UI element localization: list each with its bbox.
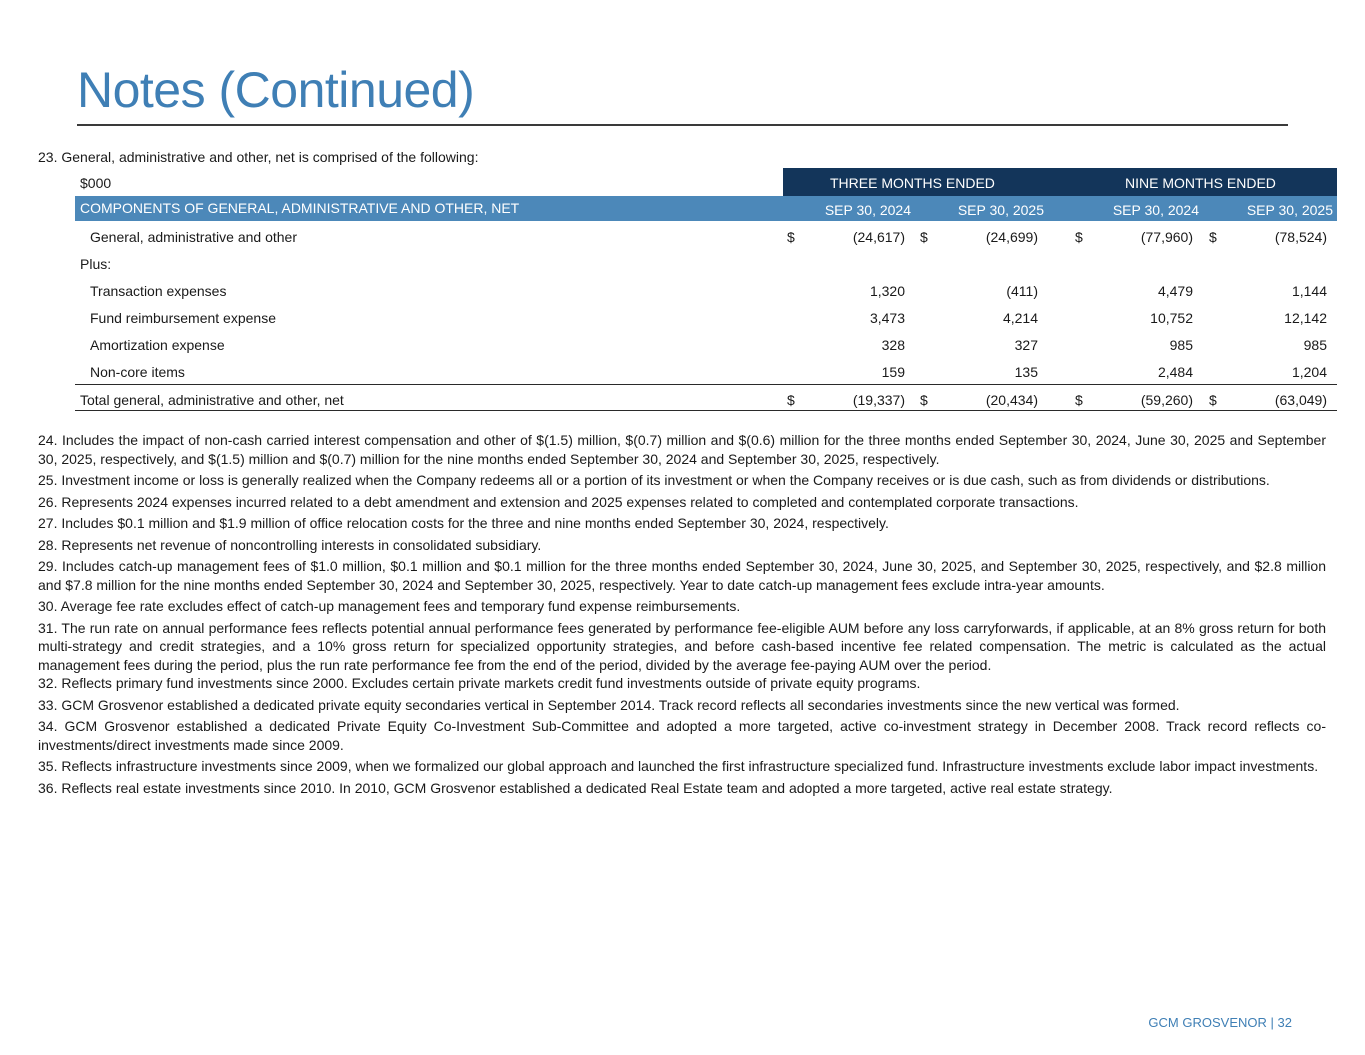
table-cell: 10,752: [1150, 310, 1193, 326]
row-label: Amortization expense: [90, 337, 225, 353]
currency-symbol: $: [1209, 392, 1217, 408]
footnote: 26. Represents 2024 expenses incurred related to a debt amendment and extension and 2025 expenses related to completed and contemplated corporate transactions.: [38, 493, 1079, 510]
total-row-label: Total general, administrative and other, net: [80, 392, 344, 408]
page-number: 32: [1277, 1015, 1292, 1030]
footnote: 24. Includes the impact of non-cash carried interest compensation and other of $(1.5) million, $(0.7) million and $(0.6) million for the three months ended September 30, 2024, June 30, 2025 and September 30, 2025, respectively, and $(1.5) million and $(0.7) million for the nine months ended September 30, 2024 and September 30, 2025, respectively.: [38, 432, 1326, 467]
footnote: 35. Reflects infrastructure investments since 2009, when we formalized our global approach and launched the first infrastructure specialized fund. Infrastructure investments exclude labor impact investments.: [38, 758, 1319, 774]
total-bottom-rule: [75, 410, 1337, 411]
table-cell: 4,479: [1157, 283, 1193, 299]
footnotes: [38, 431, 1326, 800]
table-cell: 2,484: [1157, 364, 1193, 380]
table-cell: (19,337): [852, 392, 905, 408]
table-cell: (24,699): [985, 229, 1038, 245]
table-cell: (20,434): [985, 392, 1038, 408]
table-cell: 985: [1303, 337, 1327, 353]
footnote: 32. Reflects primary fund investments since 2000. Excludes certain private markets credit fund investments outside of private equity programs.: [38, 675, 921, 691]
table-cell: 159: [881, 364, 905, 380]
table-cell: 1,320: [869, 283, 905, 299]
row-label: Plus:: [80, 256, 112, 272]
footnote: 30. Average fee rate excludes effect of catch-up management fees and temporary fund expense reimbursements.: [38, 598, 741, 614]
currency-symbol: $: [1209, 229, 1217, 245]
footnote: 25. Investment income or loss is generally realized when the Company redeems all or a portion of its investment or when the Company receives or is due cash, such as from dividends or distributions.: [38, 472, 1270, 488]
table-cell: (59,260): [1140, 392, 1193, 408]
row-label: General, administrative and other: [90, 229, 297, 245]
note-23-intro: 23. General, administrative and other, net is comprised of the following:: [38, 149, 479, 165]
table-cell: (63,049): [1274, 392, 1327, 408]
title-divider: [77, 124, 1288, 126]
table-cell: 1,204: [1291, 364, 1327, 380]
page-footer: [1148, 1015, 1292, 1030]
table-cell: (24,617): [852, 229, 905, 245]
table-cell: (78,524): [1274, 229, 1327, 245]
table-cell: 3,473: [869, 310, 905, 326]
table-cell: 327: [1014, 337, 1038, 353]
column-header: SEP 30, 2024: [1112, 202, 1199, 218]
row-label: Non-core items: [90, 364, 185, 380]
currency-symbol: $: [787, 229, 795, 245]
row-label: Fund reimbursement expense: [90, 310, 276, 326]
column-header: SEP 30, 2025: [957, 202, 1044, 218]
currency-symbol: $: [787, 392, 795, 408]
footnote: 34. GCM Grosvenor established a dedicated Private Equity Co-Investment Sub-Committee and adopted a more targeted, active co-investment strategy in December 2008. Track record reflects co-investments/direct investments made since 2009.: [38, 718, 1326, 753]
total-top-rule: [75, 384, 1337, 385]
table-cell: 985: [1169, 337, 1193, 353]
footnote: 33. GCM Grosvenor established a dedicated private equity secondaries vertical in September 2014. Track record reflects all secondaries investments since the new vertical was formed.: [38, 696, 1180, 713]
table-cell: (411): [1006, 283, 1038, 299]
currency-symbol: $: [1075, 392, 1083, 408]
nine-months-header: NINE MONTHS ENDED: [1125, 175, 1276, 191]
column-header: SEP 30, 2025: [1246, 202, 1333, 218]
footnote: 29. Includes catch-up management fees of $1.0 million, $0.1 million and $0.1 million for the three months ended September 30, 2024, June 30, 2025, and September 30, 2025, respectively, and $2.8 million and $7.8 million for the nine months ended September 30, 2024 and September 30, 2025, respectively. Year to date catch-up management fees exclude intra-year amounts.: [38, 558, 1326, 593]
currency-symbol: $: [920, 392, 928, 408]
three-months-header: THREE MONTHS ENDED: [830, 175, 995, 191]
currency-symbol: $: [920, 229, 928, 245]
unit-label: $000: [80, 175, 112, 191]
section-header: COMPONENTS OF GENERAL, ADMINISTRATIVE AND OTHER, NET: [80, 200, 520, 216]
table-cell: 12,142: [1284, 310, 1327, 326]
currency-symbol: $: [1075, 229, 1083, 245]
table-cell: 328: [881, 337, 905, 353]
footer-separator: |: [1270, 1015, 1274, 1030]
row-label: Transaction expenses: [90, 283, 227, 299]
column-header: SEP 30, 2024: [824, 202, 911, 218]
footnote: 31. The run rate on annual performance fees reflects potential annual performance fees generated by performance fee-eligible AUM before any loss carryforwards, if applicable, at an 8% gross return for both multi-strategy and credit strategies, and a 10% gross return for specialized opportunity strategies, and before cash-based incentive fee related compensation. The metric is calculated as the actual management fees during the period, plus the run rate performance fee from the end of the period, divided by the average fee-paying AUM over the period.: [38, 619, 1326, 673]
table-cell: 4,214: [1002, 310, 1038, 326]
table-cell: 135: [1014, 364, 1038, 380]
footer-brand: GCM GROSVENOR: [1148, 1015, 1267, 1030]
page-title: Notes (Continued): [77, 62, 475, 118]
table-cell: 1,144: [1291, 283, 1327, 299]
footnote: 27. Includes $0.1 million and $1.9 million of office relocation costs for the three and nine months ended September 30, 2024, respectively.: [38, 515, 889, 531]
table-cell: (77,960): [1140, 229, 1193, 245]
footnote: 28. Represents net revenue of noncontrolling interests in consolidated subsidiary.: [38, 536, 542, 553]
footnote: 36. Reflects real estate investments since 2010. In 2010, GCM Grosvenor established a dedicated Real Estate team and adopted a more targeted, active real estate strategy.: [38, 779, 1113, 796]
